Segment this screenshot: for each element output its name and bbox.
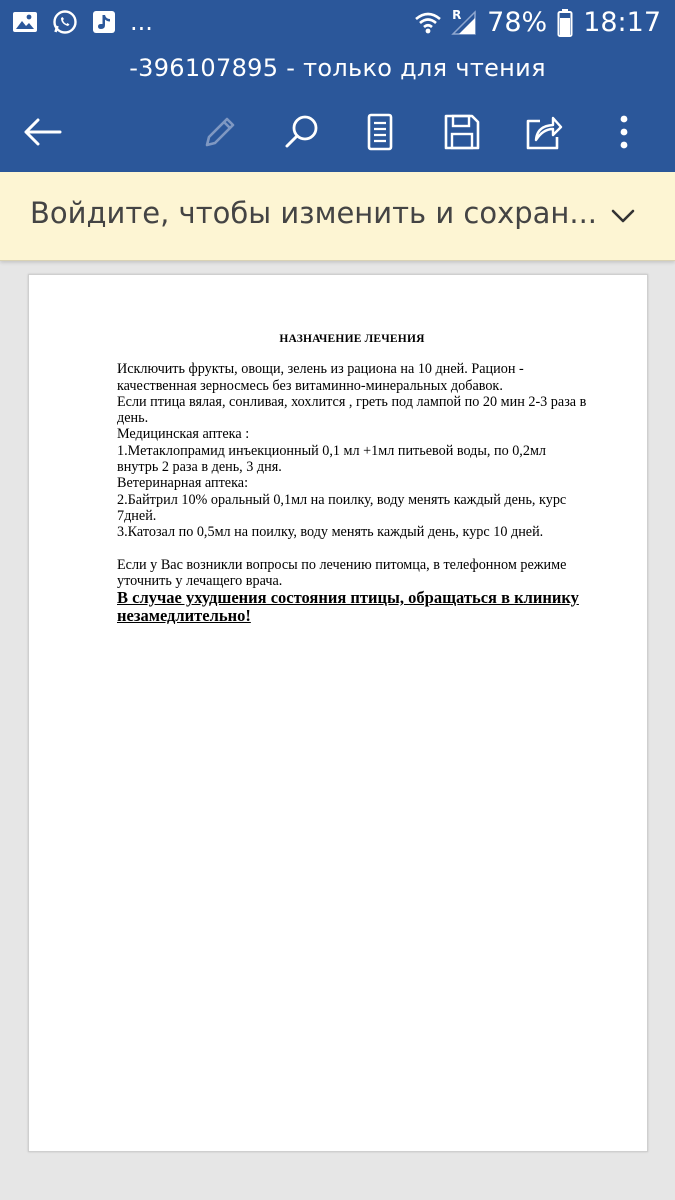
search-icon (283, 113, 321, 151)
doc-paragraph: Если птица вялая, сонливая, хохлится , греть под лампой по 20 мин 2-3 раза в день. (117, 393, 587, 427)
doc-paragraph: Медицинская аптека : (117, 426, 250, 443)
status-more: ... (130, 8, 153, 36)
pencil-icon (201, 113, 239, 151)
toolbar (0, 90, 675, 172)
doc-warning: В случае ухудшения состояния птицы, обращаться в клинику незамедлительно! (117, 588, 579, 626)
battery-icon (557, 9, 573, 37)
wifi-icon (415, 11, 441, 35)
status-left-icons (12, 9, 153, 35)
doc-paragraph: Ветеринарная аптека: (117, 475, 249, 492)
chevron-down-icon[interactable] (609, 202, 637, 230)
reading-view-icon (365, 113, 395, 151)
signal-badge: R (452, 7, 462, 22)
search-button[interactable] (280, 110, 324, 154)
tiktok-icon (92, 10, 116, 34)
more-options-button[interactable] (602, 110, 646, 154)
back-button[interactable] (20, 110, 64, 154)
back-arrow-icon (22, 117, 62, 147)
doc-paragraph: 2.Байтрил 10% оральный 0,1мл на поилку, воду менять каждый день, курс 7дней. (117, 491, 567, 524)
share-button[interactable] (522, 110, 566, 154)
edit-button[interactable] (198, 110, 242, 154)
doc-paragraph: 3.Катозал по 0,5мл на поилку, воду менять каждый день, курс 10 дней. (117, 524, 544, 541)
more-vert-icon (618, 114, 630, 150)
signal-icon (451, 7, 477, 36)
status-right (415, 7, 661, 38)
share-icon (525, 113, 563, 151)
save-icon (443, 113, 481, 151)
document-body (117, 331, 587, 625)
doc-paragraph: 1.Метаклопрамид инъекционный 0,1 мл +1мл питьевой воды, по 0,2мл внутрь 2 раза в день, 3 дня. (117, 442, 546, 476)
document-title-bar (0, 46, 675, 90)
doc-question-note: Если у Вас возникли вопросы по лечению питомца, в телефонном режиме уточнить у лечащего врача. (117, 556, 567, 589)
status-bar (0, 0, 675, 46)
save-button[interactable] (440, 110, 484, 154)
signin-banner-text: Войдите, чтобы изменить и сохран... (30, 196, 598, 230)
doc-paragraph: Исключить фрукты, овощи, зелень из рациона на 10 дней. Рацион - качественная зерносмесь без витаминно-минеральных добавок. (117, 361, 524, 394)
clock: 18:17 (583, 7, 661, 38)
document-page[interactable] (28, 274, 648, 1152)
whatsapp-icon (52, 9, 78, 35)
document-title: -396107895 - только для чтения (129, 54, 546, 82)
reading-view-button[interactable] (358, 110, 402, 154)
doc-heading: НАЗНАЧЕНИЕ ЛЕЧЕНИЯ (279, 333, 425, 345)
doc-spacer (117, 541, 587, 557)
signin-banner[interactable] (0, 172, 675, 261)
battery-level: 78% (487, 7, 548, 38)
gallery-icon (12, 10, 38, 34)
